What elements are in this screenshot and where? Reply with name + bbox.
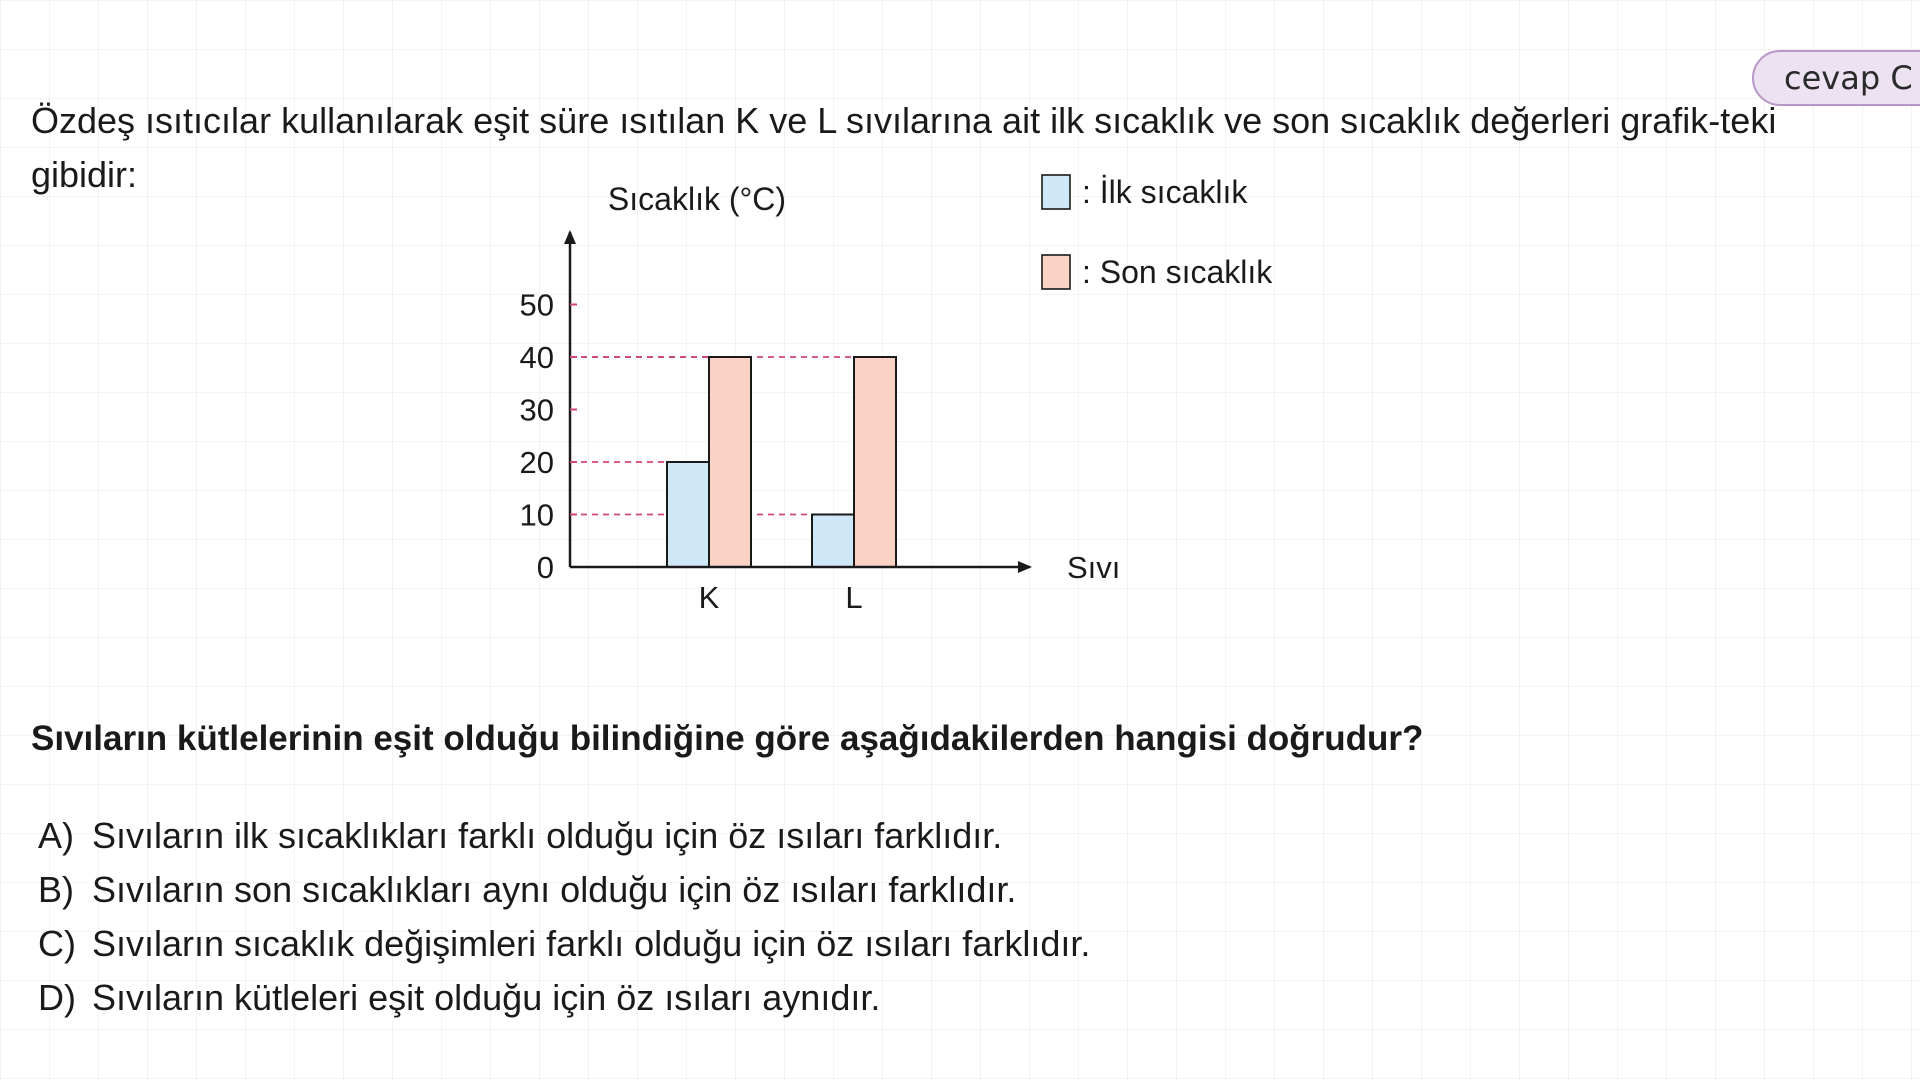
legend-swatch bbox=[1042, 255, 1070, 289]
y-axis-title: Sıcaklık (°C) bbox=[607, 181, 787, 217]
bar-ilk-l bbox=[812, 515, 854, 568]
y-tick-label: 20 bbox=[519, 445, 554, 480]
y-ticks bbox=[520, 288, 577, 586]
option-letter: C) bbox=[38, 923, 76, 964]
bars bbox=[667, 357, 896, 567]
x-tick-labels bbox=[699, 580, 863, 615]
option-a[interactable] bbox=[38, 809, 1090, 863]
option-letter: B) bbox=[38, 869, 74, 910]
legend bbox=[1042, 174, 1273, 290]
option-b[interactable] bbox=[38, 863, 1090, 917]
legend-label: : İlk sıcaklık bbox=[1082, 174, 1248, 210]
option-text: Sıvıların kütleleri eşit olduğu için öz ısıları aynıdır. bbox=[92, 977, 881, 1018]
option-c[interactable] bbox=[38, 917, 1090, 971]
x-tick-label-k: K bbox=[698, 580, 720, 615]
question-text: Sıvıların kütlelerinin eşit olduğu bilindiğine göre aşağıdakilerden hangisi doğrudur? bbox=[31, 719, 1424, 758]
y-tick-label: 10 bbox=[519, 497, 554, 533]
option-letter: A) bbox=[38, 815, 74, 856]
option-text: Sıvıların son sıcaklıkları aynı olduğu için öz ısıları farklıdır. bbox=[92, 869, 1017, 910]
bar-son-l bbox=[854, 357, 896, 567]
legend-label: : Son sıcaklık bbox=[1082, 254, 1273, 290]
x-axis-title: Sıvı bbox=[1067, 550, 1121, 585]
bar-son-k bbox=[709, 357, 751, 567]
intro-text: Özdeş ısıtıcılar kullanılarak eşit süre ısıtılan K ve L sıvılarına ait ilk sıcaklık ve son sıcaklık değerleri grafik-teki gibidir: bbox=[31, 100, 1777, 195]
x-tick-label-l: L bbox=[845, 580, 863, 615]
option-text: Sıvıların sıcaklık değişimleri farklı olduğu için öz ısıları farklıdır. bbox=[92, 923, 1091, 964]
y-tick-label: 40 bbox=[519, 340, 554, 375]
option-d[interactable] bbox=[38, 971, 1090, 1025]
answer-options bbox=[38, 809, 1090, 1025]
y-tick-label: 30 bbox=[519, 392, 554, 428]
y-tick-label: 0 bbox=[536, 550, 554, 585]
answer-badge: cevap C bbox=[1752, 50, 1920, 106]
option-letter: D) bbox=[38, 977, 76, 1018]
bar-ilk-k bbox=[667, 462, 709, 567]
y-tick-label: 50 bbox=[519, 287, 554, 323]
legend-swatch bbox=[1042, 175, 1070, 209]
option-text: Sıvıların ilk sıcaklıkları farklı olduğu için öz ısıları farklıdır. bbox=[92, 815, 1003, 856]
